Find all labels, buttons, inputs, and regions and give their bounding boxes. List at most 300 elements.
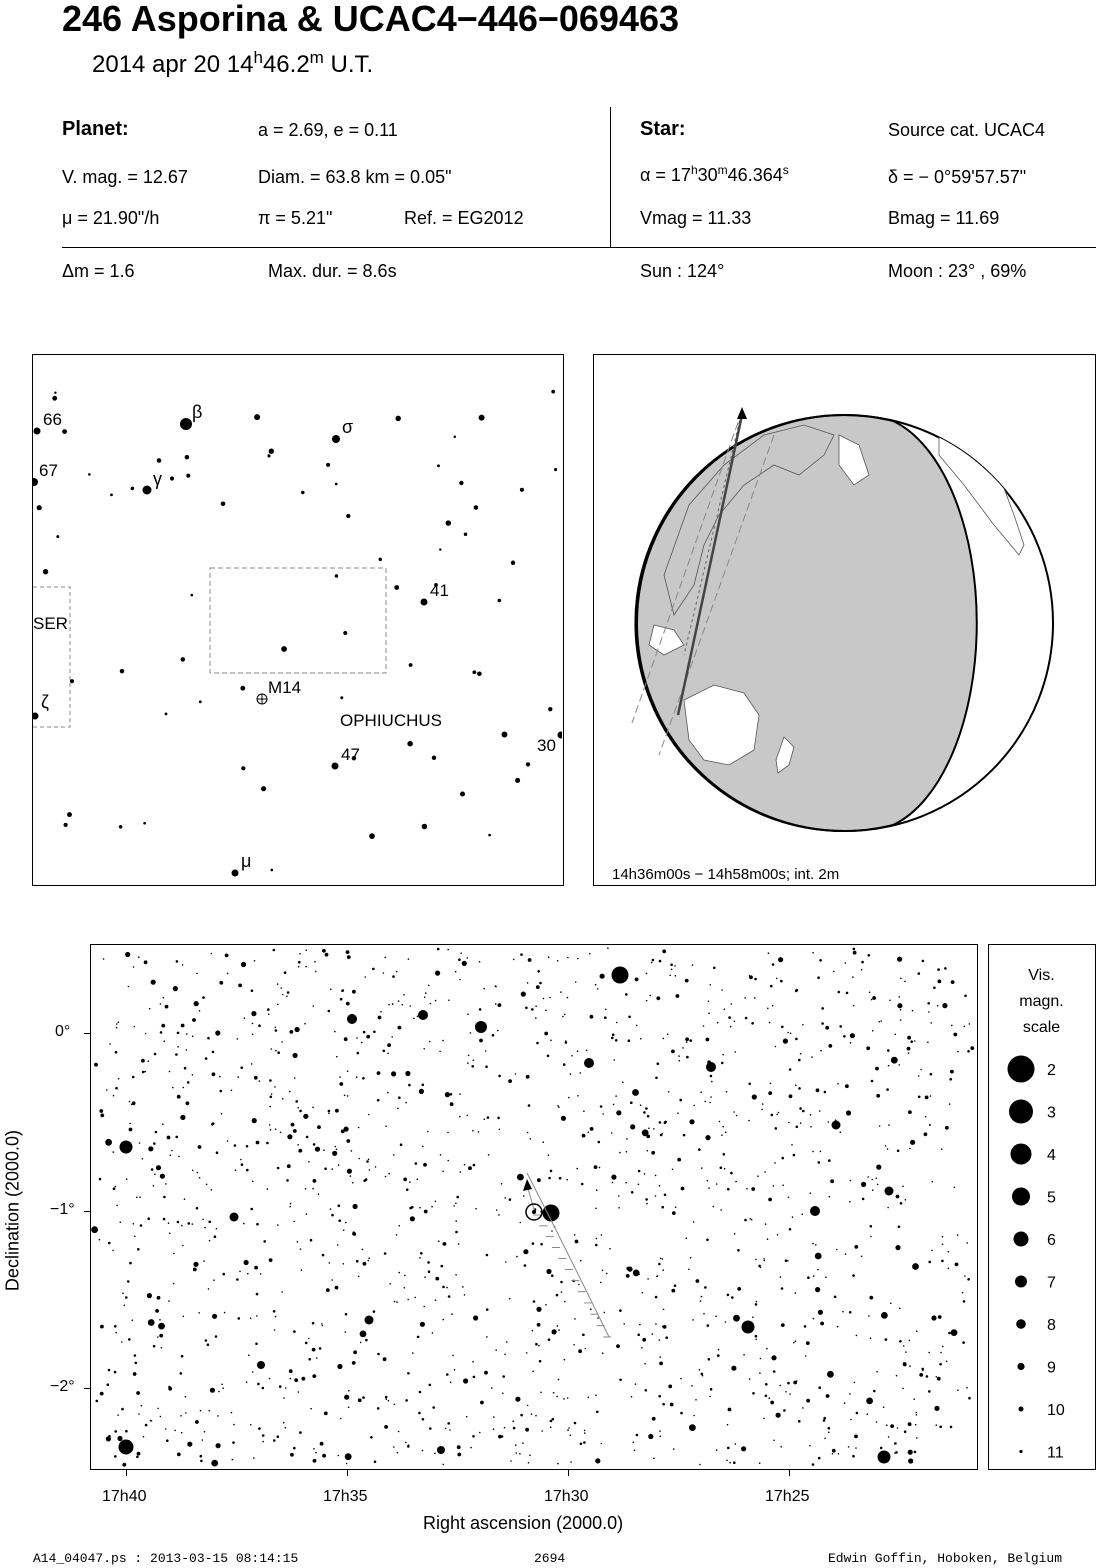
- chart-star: [409, 1181, 411, 1183]
- chart-star: [499, 1129, 501, 1131]
- chart-star: [588, 1131, 590, 1133]
- chart-star: [788, 1122, 790, 1124]
- chart-star: [117, 1414, 119, 1416]
- chart-star: [360, 1331, 367, 1338]
- chart-star: [131, 1104, 133, 1106]
- chart-star: [924, 1132, 928, 1136]
- chart-star: [790, 1033, 792, 1035]
- chart-star: [850, 1042, 852, 1044]
- chart-star: [550, 1420, 553, 1423]
- chart-star: [455, 1231, 458, 1234]
- chart-star: [692, 1319, 694, 1321]
- chart-star: [299, 953, 301, 955]
- chart-star: [498, 1214, 500, 1216]
- chart-star: [450, 1382, 452, 1384]
- chart-star: [586, 1050, 588, 1052]
- chart-star: [488, 1154, 490, 1156]
- chart-star: [922, 960, 925, 963]
- chart-star: [133, 1372, 137, 1376]
- chart-star: [442, 1286, 445, 1289]
- chart-star: [611, 1175, 616, 1180]
- chart-star: [277, 1224, 279, 1226]
- chart-star: [793, 1342, 795, 1344]
- chart-star: [765, 1223, 767, 1225]
- chart-star: [134, 1354, 137, 1357]
- chart-star: [568, 1097, 570, 1099]
- chart-star: [344, 1395, 349, 1400]
- chart-star: [252, 1118, 257, 1123]
- chart-star: [926, 1375, 929, 1378]
- page-title: 246 Asporina & UCAC4−446−069463: [62, 0, 680, 39]
- chart-star: [643, 1111, 646, 1114]
- chart-star: [271, 1048, 273, 1050]
- chart-star: [246, 1145, 249, 1148]
- chart-star: [196, 1207, 199, 1210]
- finder-star: [326, 463, 330, 467]
- chart-star: [655, 1195, 657, 1197]
- label-41: 41: [430, 581, 449, 600]
- chart-star: [942, 1244, 944, 1246]
- label-66: 66: [43, 410, 62, 429]
- chart-star: [407, 1299, 409, 1301]
- chart-star: [899, 1340, 902, 1343]
- chart-star: [240, 1159, 242, 1161]
- chart-star: [293, 1330, 296, 1333]
- chart-star: [925, 1096, 929, 1100]
- chart-star: [759, 1372, 761, 1374]
- chart-star: [221, 1113, 223, 1115]
- chart-star: [397, 1108, 399, 1110]
- chart-star: [904, 981, 906, 983]
- chart-star: [655, 1323, 657, 1325]
- chart-star: [495, 1003, 497, 1005]
- chart-star: [596, 1238, 598, 1240]
- chart-star: [129, 1128, 133, 1132]
- chart-star: [147, 1217, 150, 1220]
- chart-star: [879, 1125, 881, 1127]
- chart-star: [820, 1151, 822, 1153]
- chart-star: [200, 1410, 202, 1412]
- chart-star: [968, 1397, 971, 1400]
- chart-star: [910, 1140, 915, 1145]
- chart-star: [211, 1460, 218, 1467]
- chart-star: [667, 1033, 669, 1035]
- chart-star: [306, 1136, 309, 1139]
- ytick-label-0: 0°: [55, 1023, 71, 1040]
- bright-star: [230, 1213, 239, 1222]
- chart-star: [232, 1441, 235, 1444]
- chart-star: [828, 1432, 830, 1434]
- chart-star: [777, 1234, 779, 1236]
- chart-star: [707, 1324, 710, 1327]
- chart-star: [422, 1418, 425, 1421]
- chart-star: [320, 1442, 324, 1446]
- finder-star: [340, 696, 343, 699]
- chart-star: [339, 1082, 343, 1086]
- chart-star: [160, 1174, 165, 1179]
- chart-star: [115, 1051, 118, 1054]
- chart-star: [192, 1223, 194, 1225]
- chart-star: [660, 1436, 662, 1438]
- chart-star: [121, 1408, 124, 1411]
- chart-star: [785, 1259, 788, 1262]
- chart-star: [703, 1025, 705, 1027]
- label-beta: β: [192, 402, 203, 422]
- chart-star: [966, 1387, 968, 1389]
- chart-star: [781, 1157, 784, 1160]
- chart-star: [616, 1110, 621, 1115]
- chart-star: [721, 1134, 723, 1136]
- chart-star: [517, 1174, 524, 1181]
- legend-dot-mag-6: [1014, 1232, 1029, 1247]
- chart-star: [890, 1303, 892, 1305]
- chart-star: [570, 1073, 572, 1075]
- chart-star: [762, 1103, 764, 1105]
- chart-star: [502, 1393, 504, 1395]
- chart-star: [427, 1131, 429, 1133]
- bright-star: [810, 1206, 820, 1216]
- chart-star: [297, 1107, 299, 1109]
- chart-star: [289, 1369, 293, 1373]
- chart-star: [905, 1351, 907, 1353]
- chart-star: [159, 1319, 161, 1321]
- chart-star: [590, 1308, 592, 1310]
- chart-star: [596, 1189, 598, 1191]
- chart-star: [402, 1004, 404, 1006]
- chart-star: [766, 1348, 768, 1350]
- chart-star: [183, 1087, 185, 1089]
- chart-star: [912, 1010, 914, 1012]
- chart-star: [285, 1427, 287, 1429]
- chart-star: [861, 961, 864, 964]
- chart-star: [364, 976, 366, 978]
- chart-star: [731, 1296, 734, 1299]
- chart-star: [618, 1207, 620, 1209]
- chart-star: [151, 1420, 153, 1422]
- chart-star: [828, 1159, 831, 1162]
- chart-star: [355, 1234, 357, 1236]
- chart-star: [340, 998, 343, 1001]
- chart-star: [875, 1067, 879, 1071]
- chart-star: [178, 1156, 180, 1158]
- chart-star: [869, 1296, 873, 1300]
- chart-star: [442, 1319, 444, 1321]
- chart-star: [467, 1013, 469, 1015]
- chart-star: [661, 1133, 663, 1135]
- chart-star: [582, 1134, 586, 1138]
- chart-field-rectangle: [210, 568, 386, 673]
- legend-label-mag-11: 11: [1047, 1444, 1064, 1462]
- chart-star: [577, 1095, 579, 1097]
- chart-star: [830, 1179, 834, 1183]
- chart-star: [679, 1099, 682, 1102]
- chart-star: [652, 1417, 656, 1421]
- chart-star: [273, 949, 276, 952]
- chart-star: [148, 1060, 150, 1062]
- chart-star: [744, 997, 746, 999]
- chart-star: [748, 1083, 751, 1086]
- chart-star: [192, 1035, 194, 1037]
- chart-star: [392, 1003, 394, 1005]
- chart-star: [299, 1110, 302, 1113]
- chart-star: [828, 1121, 830, 1123]
- chart-star: [689, 1424, 696, 1431]
- chart-star: [565, 1041, 568, 1044]
- chart-star: [415, 1162, 418, 1165]
- chart-star: [116, 1023, 118, 1025]
- chart-star: [671, 969, 673, 971]
- chart-star: [275, 1029, 278, 1032]
- chart-star: [839, 1025, 842, 1028]
- chart-star: [121, 1341, 123, 1343]
- chart-star: [682, 1047, 684, 1049]
- chart-star: [659, 1430, 661, 1432]
- chart-star: [199, 1177, 201, 1179]
- chart-star: [448, 1295, 451, 1298]
- chart-star: [783, 1409, 786, 1412]
- chart-star: [877, 1184, 879, 1186]
- chart-star: [335, 1146, 337, 1148]
- chart-star: [254, 960, 256, 962]
- header-divider-vertical: [610, 107, 611, 247]
- chart-star: [679, 1060, 681, 1062]
- chart-star: [250, 1318, 252, 1320]
- chart-star: [770, 1083, 772, 1085]
- chart-star: [659, 960, 662, 963]
- chart-star: [273, 1439, 276, 1442]
- chart-star: [733, 1461, 736, 1464]
- chart-star: [872, 996, 876, 1000]
- chart-star: [326, 1288, 330, 1292]
- chart-star: [174, 1430, 176, 1432]
- chart-star: [358, 1276, 360, 1278]
- chart-star: [250, 1208, 253, 1211]
- chart-star: [723, 1153, 726, 1156]
- bright-star: [347, 1014, 357, 1024]
- chart-star: [806, 1399, 810, 1403]
- chart-star: [929, 1124, 931, 1126]
- chart-star: [881, 1312, 888, 1319]
- chart-star: [523, 1249, 528, 1254]
- label-47: 47: [341, 745, 360, 764]
- chart-star: [343, 1229, 345, 1231]
- chart-star: [706, 1038, 710, 1042]
- chart-star: [630, 1124, 635, 1129]
- chart-star: [889, 1000, 891, 1002]
- star-vmag: Vmag = 11.33: [640, 208, 752, 228]
- chart-star: [868, 1315, 870, 1317]
- chart-star: [277, 1167, 280, 1170]
- label-ser: SER: [33, 614, 68, 633]
- finder-star: [394, 585, 399, 590]
- chart-star: [658, 1263, 661, 1266]
- chart-star: [928, 1261, 931, 1264]
- chart-star: [318, 1193, 320, 1195]
- chart-star: [540, 1392, 542, 1394]
- chart-star: [537, 1323, 541, 1327]
- chart-star: [551, 1230, 553, 1232]
- chart-star: [138, 956, 140, 958]
- ytick-1: [84, 1211, 91, 1212]
- chart-star: [535, 1005, 537, 1007]
- chart-star: [856, 1335, 858, 1337]
- chart-star: [756, 1301, 758, 1303]
- chart-star: [277, 1051, 280, 1054]
- chart-star: [294, 1378, 298, 1382]
- chart-star: [105, 1139, 112, 1146]
- chart-star: [495, 985, 497, 987]
- chart-star: [798, 1420, 801, 1423]
- chart-star: [365, 1339, 368, 1342]
- chart-star: [556, 1294, 559, 1297]
- chart-star: [939, 1426, 942, 1429]
- chart-star: [289, 1206, 291, 1208]
- chart-star: [793, 1154, 796, 1157]
- chart-star: [602, 1270, 604, 1272]
- chart-star: [719, 1121, 721, 1123]
- chart-star: [136, 1456, 139, 1459]
- chart-star: [802, 1024, 804, 1026]
- chart-star: [328, 1110, 331, 1113]
- chart-star: [177, 1032, 180, 1035]
- chart-star: [136, 1197, 138, 1199]
- chart-star: [252, 1181, 254, 1183]
- chart-star: [638, 1170, 641, 1173]
- chart-star: [396, 971, 398, 973]
- star-alpha: $\alpha = 17^h30^m46.364^s$: [640, 163, 789, 185]
- chart-star: [596, 1411, 599, 1414]
- chart-star: [704, 1286, 707, 1289]
- chart-star: [734, 1051, 736, 1053]
- chart-star: [949, 1078, 952, 1081]
- chart-star: [240, 1066, 243, 1069]
- chart-star: [772, 1005, 774, 1007]
- chart-star: [828, 1044, 832, 1048]
- chart-star: [106, 1436, 111, 1441]
- chart-star: [147, 1293, 152, 1298]
- chart-star: [939, 1363, 942, 1366]
- chart-star: [287, 1134, 292, 1139]
- chart-star: [365, 1178, 368, 1181]
- chart-star: [951, 1025, 953, 1027]
- chart-star: [897, 1150, 900, 1153]
- chart-star: [165, 1005, 169, 1009]
- chart-star: [505, 1261, 507, 1263]
- bright-star: [878, 1451, 891, 1464]
- chart-star: [885, 1145, 887, 1147]
- chart-star: [256, 1315, 258, 1317]
- chart-star: [930, 1022, 932, 1024]
- chart-star: [100, 1114, 104, 1118]
- chart-star: [331, 1279, 333, 1281]
- chart-star: [403, 1178, 407, 1182]
- chart-star: [375, 1166, 377, 1168]
- chart-star: [707, 1180, 709, 1182]
- chart-star: [295, 1027, 300, 1032]
- chart-star: [142, 1158, 144, 1160]
- chart-star: [735, 1181, 737, 1183]
- chart-star: [373, 1031, 376, 1034]
- chart-star: [765, 1383, 768, 1386]
- chart-star: [315, 1452, 317, 1454]
- chart-star: [208, 1288, 210, 1290]
- chart-star: [165, 1428, 167, 1430]
- chart-star: [168, 1387, 172, 1391]
- chart-star: [162, 1123, 164, 1125]
- chart-star: [526, 1352, 528, 1354]
- chart-star: [388, 1400, 390, 1402]
- chart-star: [487, 1116, 490, 1119]
- chart-star: [541, 1430, 543, 1432]
- star-47: [332, 763, 339, 770]
- chart-star: [623, 1323, 625, 1325]
- chart-star: [180, 1415, 182, 1417]
- chart-star: [457, 1445, 461, 1449]
- chart-star: [385, 1396, 388, 1399]
- chart-star: [967, 1278, 970, 1281]
- chart-star: [366, 1035, 370, 1039]
- chart-star: [372, 968, 375, 971]
- chart-star: [852, 1274, 855, 1277]
- y-axis-label: Declination (2000.0): [2, 1129, 23, 1292]
- chart-star: [455, 1220, 457, 1222]
- chart-star: [306, 1213, 308, 1215]
- chart-star: [466, 1416, 468, 1418]
- chart-star: [948, 1251, 950, 1253]
- chart-star: [652, 1333, 654, 1335]
- chart-star: [710, 1388, 713, 1391]
- finder-star: [143, 822, 146, 825]
- chart-star: [377, 1353, 380, 1356]
- chart-star: [173, 1253, 175, 1255]
- chart-star: [338, 1164, 340, 1166]
- chart-star: [701, 1296, 703, 1298]
- chart-star: [407, 1372, 410, 1375]
- chart-star: [134, 1236, 136, 1238]
- chart-star: [525, 1007, 528, 1010]
- chart-star: [627, 1267, 632, 1272]
- chart-star: [895, 1245, 900, 1250]
- chart-star: [789, 1393, 791, 1395]
- chart-star: [570, 1434, 572, 1436]
- finder-star: [190, 594, 193, 597]
- chart-star: [408, 1444, 410, 1446]
- chart-star: [772, 963, 775, 966]
- chart-star: [277, 1435, 280, 1438]
- chart-star: [515, 1444, 517, 1446]
- chart-star: [322, 1254, 325, 1257]
- label-gamma: γ: [153, 469, 162, 489]
- chart-star: [601, 1234, 603, 1236]
- label-ophiuchus: OPHIUCHUS: [340, 711, 443, 730]
- chart-star: [388, 1173, 390, 1175]
- chart-star: [564, 1014, 566, 1016]
- chart-star: [145, 1424, 148, 1427]
- chart-star: [116, 1027, 118, 1029]
- finder-star: [335, 483, 338, 486]
- target-star: [532, 1210, 536, 1214]
- chart-star: [787, 1382, 790, 1385]
- chart-star: [611, 1037, 614, 1040]
- legend-dot-mag-5: [1012, 1188, 1030, 1206]
- chart-star: [760, 1358, 762, 1360]
- chart-star: [954, 1187, 956, 1189]
- chart-star: [931, 1315, 936, 1320]
- chart-star: [574, 1234, 576, 1236]
- chart-star: [222, 1273, 225, 1276]
- chart-star: [653, 1457, 655, 1459]
- finder-star: [52, 396, 57, 401]
